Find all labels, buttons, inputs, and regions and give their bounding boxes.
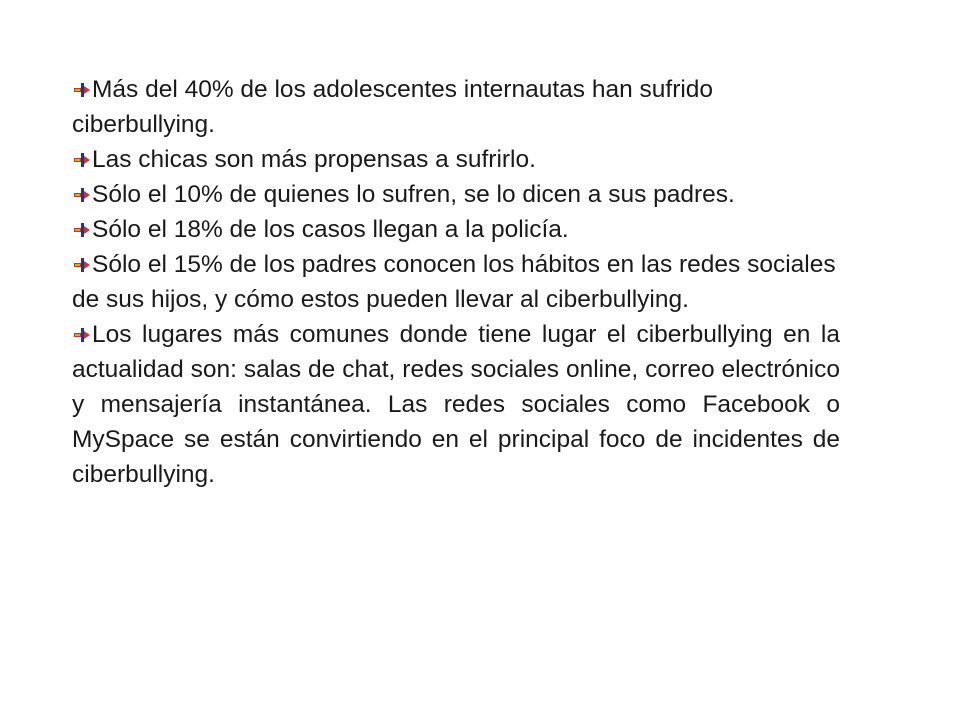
bullet-item-1 xyxy=(72,72,840,142)
arrow-bullet-icon xyxy=(72,82,92,98)
bullet-text-6: Los lugares más comunes donde tiene lugar el ciberbullying en la actualidad son: salas de chat, redes sociales online, correo electrónico y mensajería instantánea. Las redes sociales como Facebook o MySpace se están convirtiendo en el principal foco de incidentes de ciberbullying. xyxy=(72,321,840,488)
arrow-bullet-icon xyxy=(72,152,92,168)
bullet-item-2 xyxy=(72,142,840,177)
arrow-bullet-icon xyxy=(72,187,92,203)
bullet-item-6 xyxy=(72,317,840,492)
bullet-list xyxy=(72,72,840,492)
bullet-text-1: Más del 40% de los adolescentes internautas han sufrido ciberbullying. xyxy=(72,76,714,138)
bullet-item-4 xyxy=(72,212,840,247)
arrow-bullet-icon xyxy=(72,257,92,273)
arrow-bullet-icon xyxy=(72,327,92,343)
bullet-text-3: Sólo el 10% de quienes lo sufren, se lo dicen a sus padres. xyxy=(92,181,735,208)
arrow-bullet-icon xyxy=(72,222,92,238)
bullet-item-3 xyxy=(72,177,840,212)
bullet-text-2: Las chicas son más propensas a sufrirlo. xyxy=(92,146,536,173)
bullet-text-4: Sólo el 18% de los casos llegan a la policía. xyxy=(92,216,569,243)
bullet-text-5: Sólo el 15% de los padres conocen los hábitos en las redes sociales de sus hijos, y cómo estos pueden llevar al ciberbullying. xyxy=(72,251,836,313)
bullet-item-5 xyxy=(72,247,840,317)
